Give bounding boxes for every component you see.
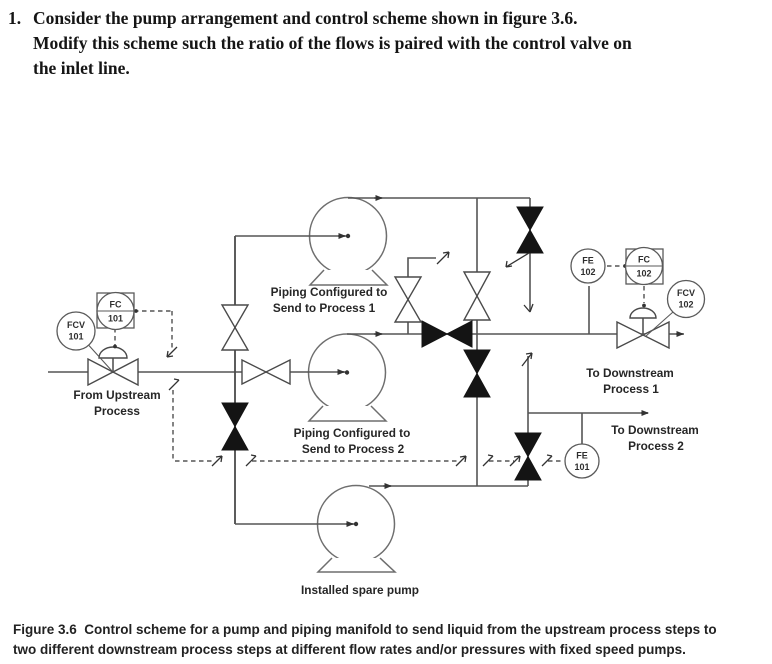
question-number: 1. <box>8 8 22 28</box>
label-piping2-1: Piping Configured to <box>293 426 411 440</box>
diagram-labels <box>73 285 698 597</box>
label-piping1-2: Send to Process 1 <box>272 301 376 315</box>
label-downstream1-2: Process 1 <box>603 382 659 396</box>
fc102-label-line1: FC <box>638 254 650 265</box>
fc101-label-line2: 101 <box>107 313 124 324</box>
fe101-label-line2: 101 <box>574 462 590 472</box>
question-line-2: Modify this scheme such the ratio of the flows is paired with the control valve on <box>33 33 632 53</box>
question-block <box>8 6 748 81</box>
pump-process1-icon <box>310 198 388 286</box>
label-from-upstream-2: Process <box>94 404 140 418</box>
question-line-1: Consider the pump arrangement and control scheme shown in figure 3.6. <box>33 8 578 28</box>
label-piping2-2: Send to Process 2 <box>301 442 405 456</box>
pid-diagram <box>0 90 772 602</box>
pump-process2-icon <box>309 334 387 421</box>
label-downstream2-2: Process 2 <box>628 439 684 453</box>
instrument-fe102-element <box>571 249 605 283</box>
fcv102-label-line1: FCV <box>677 288 695 298</box>
question-line-3: the inlet line. <box>33 58 130 78</box>
instrument-fe101-element <box>565 444 599 478</box>
fcv102-label-line2: 102 <box>678 299 694 310</box>
label-from-upstream-1: From Upstream <box>73 388 161 402</box>
fe102-label-line1: FE <box>582 255 594 266</box>
label-spare-pump: Installed spare pump <box>301 583 419 597</box>
caption-line-1: Figure 3.6 Control scheme for a pump and piping manifold to send liquid from the upstream process steps to <box>13 622 717 637</box>
fe102-label-line2: 102 <box>580 267 596 277</box>
label-downstream2-1: To Downstream <box>611 423 699 437</box>
label-downstream1-1: To Downstream <box>586 366 674 380</box>
fc102-label-line2: 102 <box>636 268 652 279</box>
instrument-fc101-controller <box>97 293 134 330</box>
fcv101-label-line2: 101 <box>68 331 84 342</box>
caption-line-2: two different downstream process steps at different flow rates and/or pressures with fixed speed pumps. <box>13 642 686 657</box>
pump-spare-icon <box>318 486 396 573</box>
label-piping1-1: Piping Configured to <box>270 285 388 299</box>
fc101-label-line1: FC <box>109 299 122 310</box>
fcv101-label-line1: FCV <box>67 320 85 330</box>
instrument-fc102-controller <box>626 248 664 285</box>
control-valve-fcv102-icon <box>617 308 669 348</box>
fe101-label-line1: FE <box>576 450 588 461</box>
flow-arrows <box>338 198 683 526</box>
instrument-fcv102-tag <box>646 281 705 337</box>
figure-caption <box>13 620 763 660</box>
